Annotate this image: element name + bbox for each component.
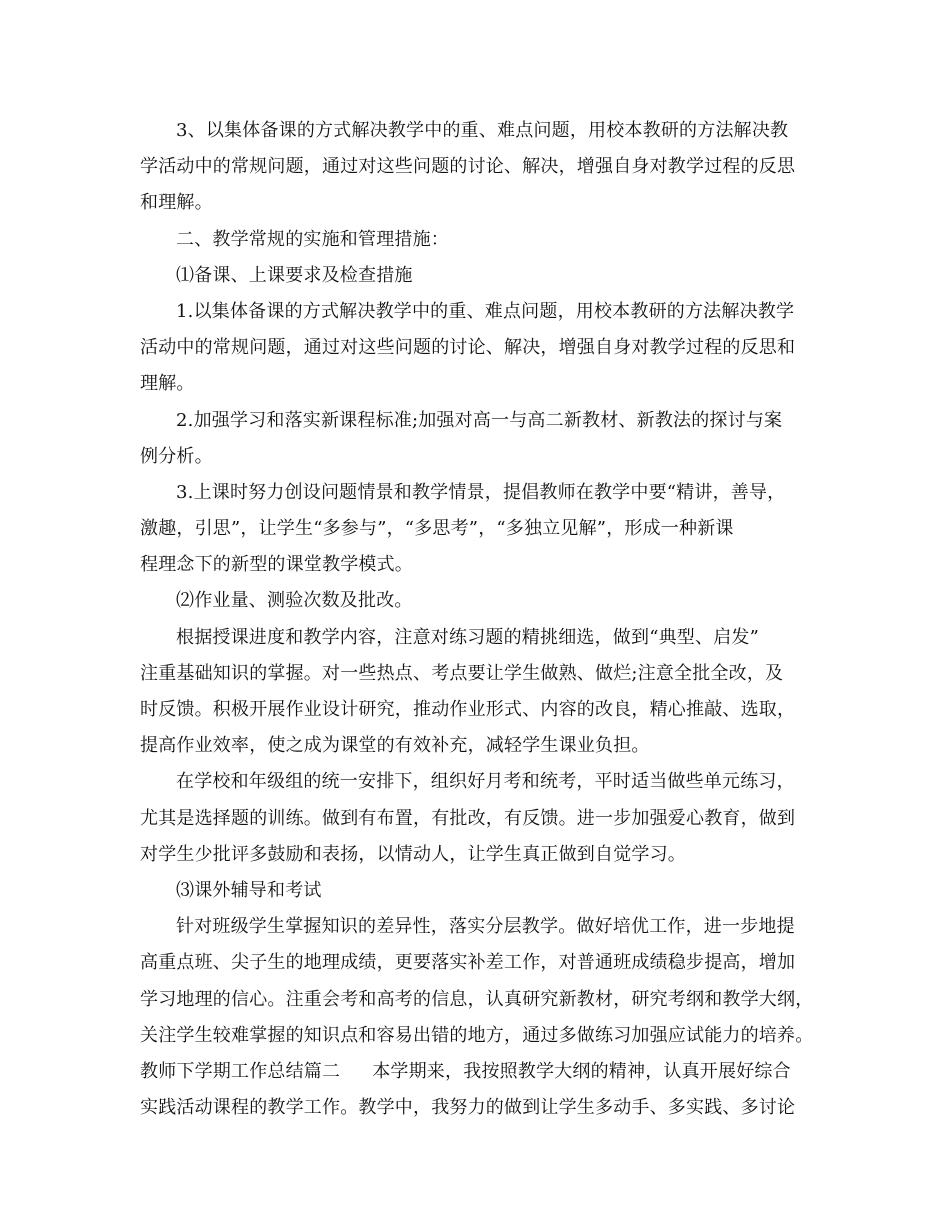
heading-line-text: 本学期来，我按照教学大纲的精神，认真开展好综合 (372, 1060, 791, 1082)
text-line: 理解。 (140, 373, 195, 395)
document-body (140, 113, 830, 1126)
text-line: 程理念下的新型的课堂教学模式。 (140, 554, 413, 576)
text-line: 实践活动课程的教学工作。教学中，我努力的做到让学生多动手、多实践、多讨论 (140, 1097, 796, 1119)
text-line: 例分析。 (140, 445, 213, 467)
text-line: 活动中的常规问题，通过对这些问题的讨论、解决，增强自身对教学过程的反思和 (140, 337, 796, 359)
text-line: 针对班级学生掌握知识的差异性，落实分层教学。做好培优工作，进一步地提 (176, 916, 795, 938)
section-heading: 二、教学常规的实施和管理措施： (176, 228, 449, 250)
text-line: 3、以集体备课的方式解决教学中的重、难点问题，用校本教研的方法解决教 (176, 120, 789, 141)
text-line: 提高作业效率，使之成为课堂的有效补充，减轻学生课业负担。 (140, 735, 650, 757)
text-line: 1.以集体备课的方式解决教学中的重、难点问题，用校本教研的方法解决教学 (176, 300, 795, 322)
subsection-heading: ⑴备课、上课要求及检查措施 (176, 264, 413, 286)
text-line: 和理解。 (140, 192, 213, 214)
subsection-heading: ⑶课外辅导和考试 (176, 879, 322, 901)
text-line: 3.上课时努力创设问题情景和教学情景，提倡教师在教学中要“精讲，善导， (176, 481, 786, 503)
subsection-heading: ⑵作业量、测验次数及批改。 (176, 590, 413, 612)
text-line: 关注学生较难掌握的知识点和容易出错的地方，通过多做练习加强应试能力的培养。 (140, 1024, 814, 1046)
text-line: 学习地理的信心。注重会考和高考的信息，认真研究新教材，研究考纲和教学大纲， (140, 988, 814, 1010)
text-line: 时反馈。积极开展作业设计研究，推动作业形式、内容的改良，精心推敲、选取， (140, 699, 796, 720)
text-line: 尤其是选择题的训练。做到有布置，有批改，有反馈。进一步加强爱心教育，做到 (140, 807, 796, 829)
article-heading: 教师下学期工作总结篇二 (140, 1060, 341, 1082)
text-line: 在学校和年级组的统一安排下，组织好月考和统考，平时适当做些单元练习， (176, 771, 795, 793)
text-line: 注重基础知识的掌握。对一些热点、考点要让学生做熟、做烂;注意全批全改，及 (140, 662, 784, 684)
text-line: 2.加强学习和落实新课程标准;加强对高一与高二新教材、新教法的探讨与案 (176, 409, 783, 431)
text-line: 高重点班、尖子生的地理成绩，更要落实补差工作，对普通班成绩稳步提高，增加 (140, 952, 796, 974)
heading-line (140, 1054, 830, 1090)
text-line: 根据授课进度和教学内容，注意对练习题的精挑细选，做到“典型、启发” (176, 626, 760, 648)
text-line: 激趣，引思”，让学生“多参与”，“多思考”，“多独立见解”，形成一种新课 (140, 518, 734, 540)
text-line: 对学生少批评多鼓励和表扬，以情动人，让学生真正做到自觉学习。 (140, 843, 686, 865)
text-line: 学活动中的常规问题，通过对这些问题的讨论、解决，增强自身对教学过程的反思 (140, 156, 796, 178)
